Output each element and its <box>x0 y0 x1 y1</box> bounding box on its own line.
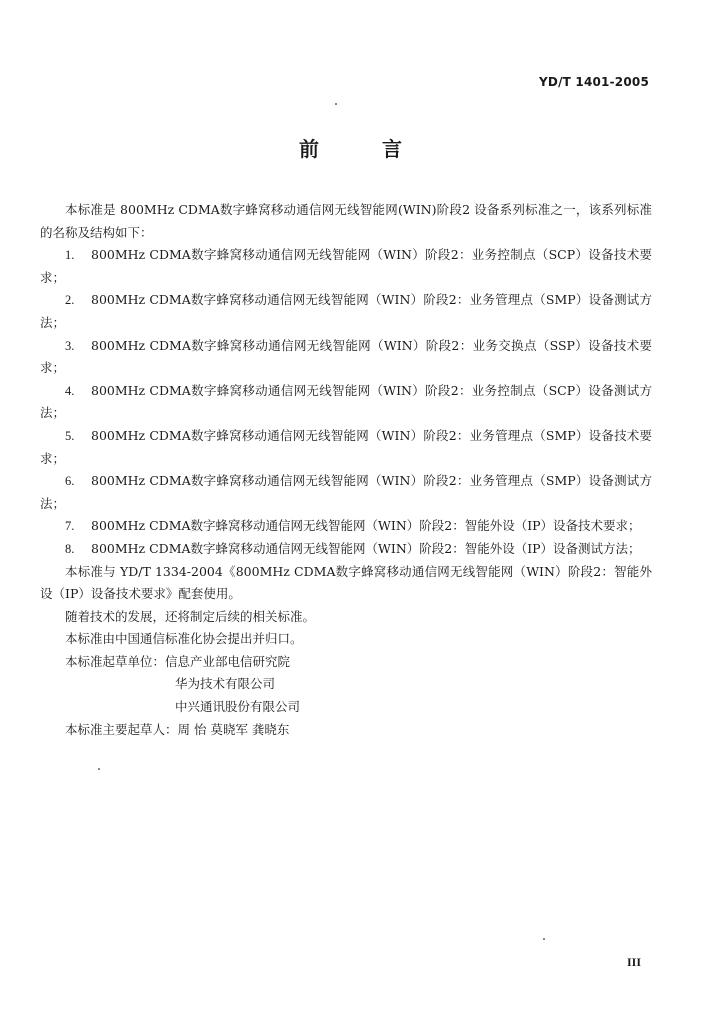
list-item-number: 5. <box>65 428 75 443</box>
scan-speck <box>335 103 337 105</box>
list-item-text: 800MHz CDMA数字蜂窝移动通信网无线智能网（WIN）阶段2：业务控制点（SCP）设备技术要求； <box>40 247 652 285</box>
drafters-label: 本标准主要起草人： <box>65 721 178 737</box>
list-item-text: 800MHz CDMA数字蜂窝移动通信网无线智能网（WIN）阶段2：智能外设（IP）设备测试方法； <box>91 540 641 556</box>
drafters-names: 周 怡 莫晓军 龚晓东 <box>177 721 290 737</box>
list-item-number: 7. <box>65 519 75 534</box>
list-item <box>40 425 652 470</box>
drafting-unit-line <box>40 696 652 719</box>
list-item-text: 800MHz CDMA数字蜂窝移动通信网无线智能网（WIN）阶段2：业务交换点（SSP）设备技术要求； <box>40 337 652 376</box>
drafting-units-line <box>40 651 652 674</box>
future-standards-paragraph: 随着技术的发展，还将制定后续的相关标准。 <box>65 608 316 624</box>
list-item-number: 2. <box>65 293 75 308</box>
list-item <box>40 289 652 334</box>
drafting-units-label: 本标准起草单位： <box>65 653 166 669</box>
list-item-text: 800MHz CDMA数字蜂窝移动通信网无线智能网（WIN）阶段2：智能外设（IP）设备技术要求； <box>91 518 641 534</box>
drafting-unit: 信息产业部电信研究院 <box>165 653 291 669</box>
drafting-unit-line <box>40 673 652 696</box>
page-title: 前 言 <box>299 137 430 161</box>
list-item-number: 1. <box>65 248 75 263</box>
drafters-line <box>40 719 652 742</box>
list-item <box>40 244 652 289</box>
list-item-number: 3. <box>65 338 75 353</box>
list-item <box>40 335 652 380</box>
list-item <box>40 515 652 538</box>
list-item-text: 800MHz CDMA数字蜂窝移动通信网无线智能网（WIN）阶段2：业务管理点（SMP）设备测试方法； <box>40 292 652 330</box>
list-item-text: 800MHz CDMA数字蜂窝移动通信网无线智能网（WIN）阶段2：业务控制点（SCP）设备测试方法； <box>40 382 652 421</box>
related-standard-paragraph: 本标准与 YD/T 1334-2004《800MHz CDMA数字蜂窝移动通信网无线智能网（WIN）阶段2：智能外设（IP）设备技术要求》配套使用。 <box>40 563 652 602</box>
list-item <box>40 470 652 515</box>
standards-list <box>40 244 652 560</box>
list-item-number: 6. <box>65 474 75 489</box>
document-body <box>40 199 652 741</box>
proposer-paragraph: 本标准由中国通信标准化协会提出并归口。 <box>65 631 303 647</box>
list-item-text: 800MHz CDMA数字蜂窝移动通信网无线智能网（WIN）阶段2：业务管理点（SMP）设备测试方法； <box>40 473 652 511</box>
list-item <box>40 538 652 561</box>
list-item <box>40 380 652 425</box>
scan-speck <box>543 938 545 940</box>
list-item-number: 8. <box>65 541 75 556</box>
intro-paragraph: 本标准是 800MHz CDMA数字蜂窝移动通信网无线智能网(WIN)阶段2 设备系列标准之一，该系列标准的名称及结构如下： <box>40 202 652 240</box>
list-item-text: 800MHz CDMA数字蜂窝移动通信网无线智能网（WIN）阶段2：业务管理点（SMP）设备技术要求； <box>40 427 652 466</box>
drafting-unit: 华为技术有限公司 <box>175 676 276 692</box>
drafting-unit: 中兴通讯股份有限公司 <box>175 699 301 715</box>
standard-code: YD/T 1401-2005 <box>539 75 649 89</box>
page-number: III <box>626 955 641 969</box>
list-item-number: 4. <box>65 383 75 398</box>
scan-speck <box>98 768 100 770</box>
